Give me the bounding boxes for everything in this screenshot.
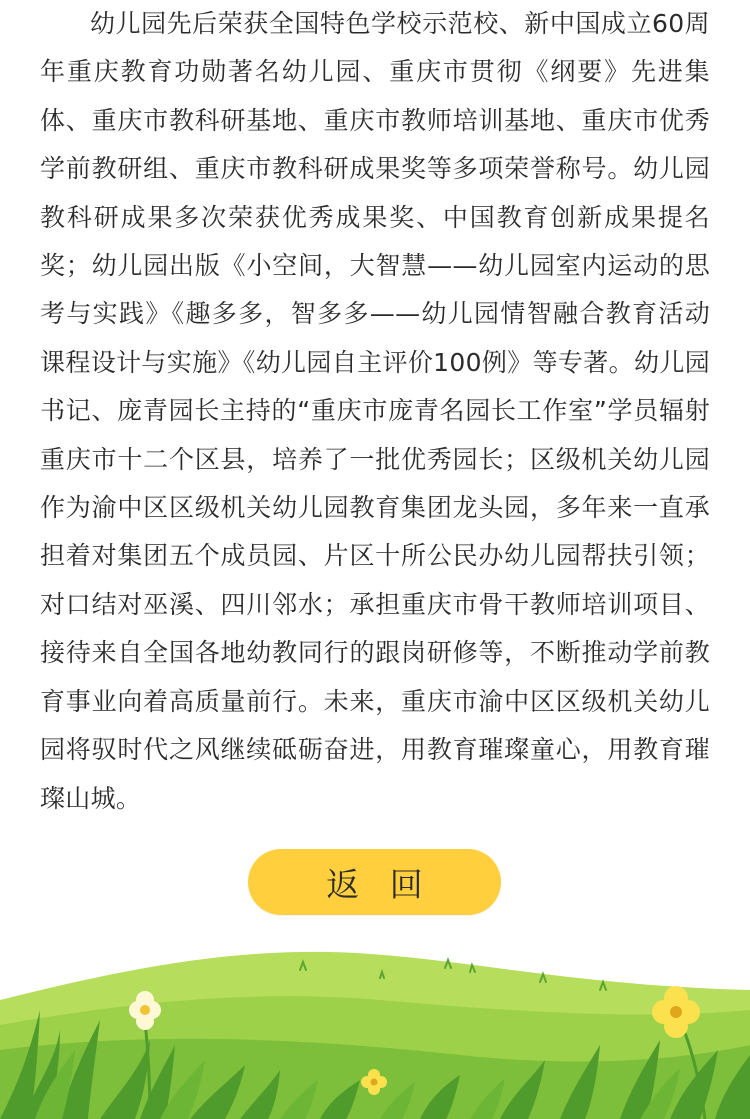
back-button[interactable] xyxy=(248,849,501,915)
grass-meadow-illustration xyxy=(0,930,750,1119)
article-body xyxy=(40,0,710,823)
article-paragraph: 幼儿园先后荣获全国特色学校示范校、新中国成立60周年重庆教育功勋著名幼儿园、重庆市贯彻《纲要》先进集体、重庆市教科研基地、重庆市教师培训基地、重庆市优秀学前教研组、重庆市教科研成果奖等多项荣誉称号。幼儿园教科研成果多次荣获优秀成果奖、中国教育创新成果提名奖；幼儿园出版《小空间，大智慧——幼儿园室内运动的思考与实践》《趣多多，智多多——幼儿园情智融合教育活动课程设计与实施》《幼儿园自主评价100例》等专著。幼儿园书记、庞青园长主持的“重庆市庞青名园长工作室”学员辐射重庆市十二个区县，培养了一批优秀园长；区级机关幼儿园作为渝中区区级机关幼儿园教育集团龙头园，多年来一直承担着对集团五个成员园、片区十所公民办幼儿园帮扶引领；对口结对巫溪、四川邻水；承担重庆市骨干教师培训项目、接待来自全国各地幼教同行的跟岗研修等，不断推动学前教育事业向着高质量前行。未来，重庆市渝中区区级机关幼儿园将驭时代之风继续砥砺奋进，用教育璀璨童心，用教育璀璨山城。 xyxy=(40,9,710,813)
back-button-label: 返 回 xyxy=(326,864,433,904)
